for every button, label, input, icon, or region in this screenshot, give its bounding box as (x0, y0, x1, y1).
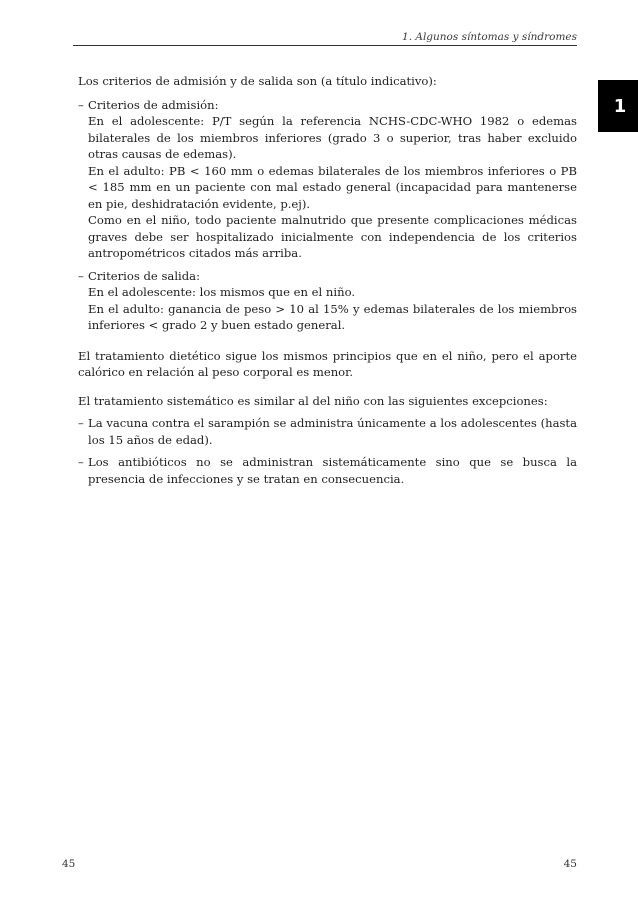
exception-antibiotics-item (78, 454, 577, 487)
exception-measles-item (78, 415, 577, 448)
chapter-tab: 1 (598, 80, 638, 132)
admission-adolescent-text: En el adolescente: P/T según la referencia NCHS-CDC-WHO 1982 o edemas bilaterales de los miembros inferiores (grado 3 o superior, tras haber excluido otras causas de edemas). (88, 114, 577, 161)
admission-heading: Criterios de admisión: (88, 97, 219, 112)
dash-bullet: – (78, 268, 84, 283)
exception-antibiotics-text: Los antibióticos no se administran sistemáticamente sino que se busca la presencia de infecciones y se tratan en consecuencia. (88, 455, 577, 486)
admission-criteria-item (78, 97, 577, 262)
exception-measles-text: La vacuna contra el sarampión se administra únicamente a los adolescentes (hasta los 15 años de edad). (88, 416, 577, 447)
page-number-right: 45 (563, 858, 577, 870)
admission-adult-text: En el adulto: PB < 160 mm o edemas bilaterales de los miembros inferiores o PB < 185 mm en un paciente con mal estado general (incapacidad para mantenerse en pie, deshidratación evidente, p.ej). (88, 163, 577, 211)
discharge-adult-text: En el adulto: ganancia de peso > 10 al 15% y edemas bilaterales de los miembros inferiores < grado 2 y buen estado general. (88, 301, 577, 332)
discharge-criteria-item (78, 268, 577, 334)
dash-bullet: – (78, 416, 84, 430)
dietetic-paragraph: El tratamiento dietético sigue los mismos principios que en el niño, pero el aporte calórico en relación al peso corporal es menor. (78, 348, 577, 379)
dash-bullet: – (78, 97, 84, 112)
discharge-adolescent-text: En el adolescente: los mismos que en el niño. (88, 285, 356, 299)
header-rule (73, 45, 577, 46)
discharge-heading: Criterios de salida: (88, 268, 200, 283)
dash-bullet: – (78, 455, 84, 469)
admission-general-text: Como en el niño, todo paciente malnutrido que presente complicaciones médicas graves debe ser hospitalizado inicialmente con independencia de los criterios antropométricos citados más arriba. (88, 213, 577, 260)
intro-paragraph: Los criterios de admisión y de salida son (a título indicativo): (78, 74, 437, 88)
page-number-left: 45 (62, 858, 76, 870)
running-header-title: 1. Algunos síntomas y síndromes (402, 31, 577, 43)
systematic-intro: El tratamiento sistemático es similar al del niño con las siguientes excepciones: (78, 393, 548, 408)
page-body (78, 73, 577, 493)
